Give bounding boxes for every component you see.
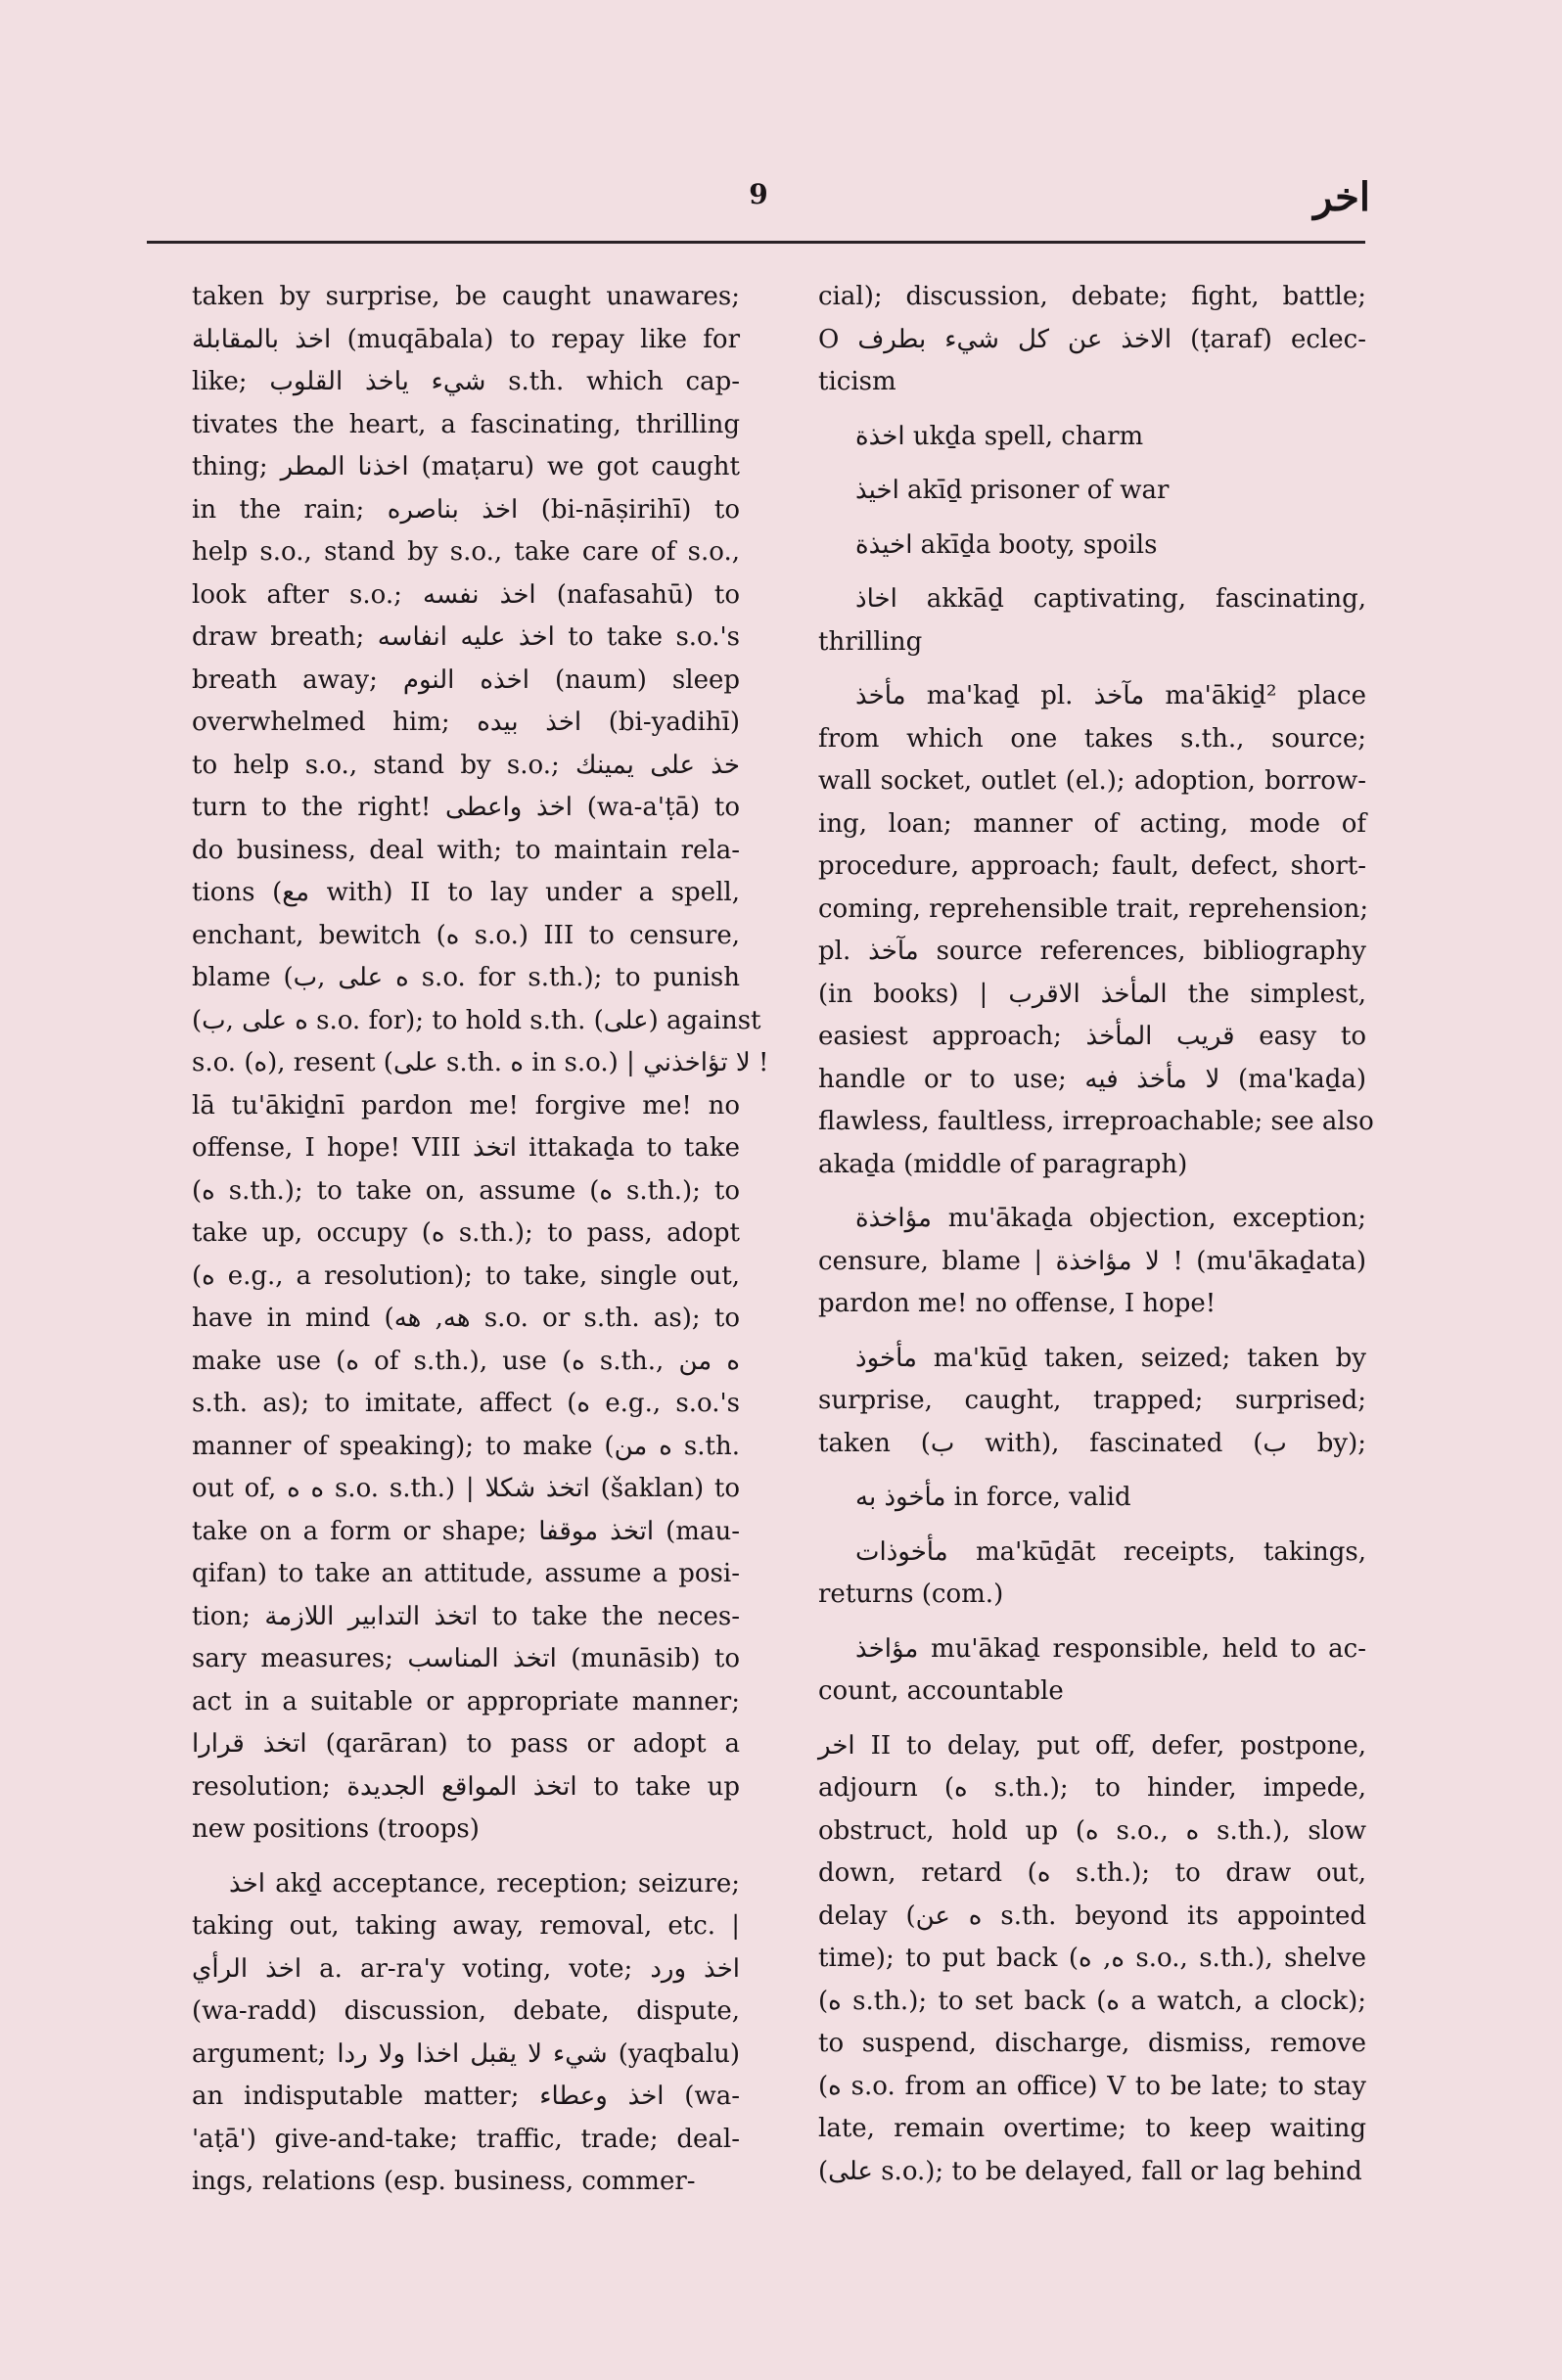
text-line: coming, reprehensible trait, reprehension; (818, 893, 1369, 924)
text-line: have in mind (هه, هه s.o. or s.th. as); to (192, 1304, 740, 1333)
text-line: (ه s.th.); to take on, assume (ه s.th.); to (192, 1175, 740, 1206)
text-line: اخذة ukḏa spell, charm (855, 421, 1144, 451)
entry-gap (818, 664, 1366, 675)
entry-gap (818, 567, 1366, 578)
text-line: manner of speaking); to make (ه من s.th. (192, 1431, 740, 1461)
text-line: flawless, faultless, irreproachable; see also (818, 1107, 1374, 1136)
entry-gap (818, 1465, 1366, 1477)
text-line: act in a suitable or appropriate manner; (192, 1686, 740, 1716)
text-line: taken (ب with), fascinated (ب by); (818, 1428, 1367, 1458)
entry-gap (818, 1186, 1366, 1198)
text-line: taken by surprise, be caught unawares; (192, 282, 740, 311)
text-line: tivates the heart, a fascinating, thrilling (192, 409, 740, 439)
text-line: adjourn (ه s.th.); to hinder, impede, (818, 1773, 1366, 1803)
text-line: returns (com.) (818, 1579, 1004, 1609)
entry-gap (818, 458, 1366, 470)
text-line: overwhelmed him; اخذ بيده (bi-yadihī) (192, 708, 740, 737)
text-line: to help s.o., stand by s.o.; خذ على يمينك (192, 750, 740, 780)
text-line: ings, relations (esp. business, commer- (192, 2167, 696, 2196)
text-line: wall socket, outlet (el.); adoption, borrow- (818, 766, 1366, 796)
text-line: censure, blame | لا مؤاخذة ! (mu'ākaḏata) (818, 1246, 1366, 1276)
text-line: thing; اخذنا المطر (maṭaru) we got caught (192, 452, 741, 481)
text-line: like; شيء ياخذ القلوب s.th. which cap- (192, 367, 741, 396)
left-column (192, 276, 769, 2204)
text-line: in the rain; اخذ بناصره (bi-nāṣirihī) to (192, 494, 740, 525)
text-line: surprise, caught, trapped; surprised; (818, 1386, 1366, 1415)
text-line: ticism (818, 367, 896, 396)
text-line: s.o. (ه), resent (على s.th. ه in s.o.) | لا تؤاخذني ! (192, 1048, 769, 1077)
text-line: sary measures; اتخذ المناسب (munāsib) to (192, 1644, 740, 1673)
text-line: (ه على ,ب s.o. for); to hold s.th. (على) against (192, 1005, 761, 1035)
text-line: pardon me! no offense, I hope! (818, 1289, 1217, 1318)
text-line: obstruct, hold up (ه s.o., ه s.th.), slow (818, 1815, 1366, 1846)
entry-gap (818, 1617, 1366, 1628)
entry-gap (818, 1326, 1366, 1338)
text-line: late, remain overtime; to keep waiting (818, 2114, 1366, 2143)
text-line: اخاذ akkāḏ captivating, fascinating, (855, 584, 1366, 614)
text-line: take on a form or shape; اتخذ موقفا (mau- (192, 1516, 740, 1546)
text-line: (wa-radd) discussion, debate, dispute, (192, 1996, 740, 2026)
text-line: make use (ه of s.th.), use (ه s.th., ه من (192, 1346, 740, 1376)
text-line: taking out, taking away, removal, etc. | (192, 1911, 740, 1941)
text-line: thrilling (818, 626, 923, 657)
text-line: s.th. as); to imitate, affect (ه e.g., s.o.'s (192, 1389, 740, 1418)
text-line: akaḏa (middle of paragraph) (818, 1149, 1188, 1179)
text-line: tions (مع with) II to lay under a spell, (192, 878, 740, 907)
text-line: O الاخذ عن كل شيء بطرف (ṭaraf) eclec- (818, 324, 1366, 354)
text-line: do business, deal with; to maintain rela- (192, 835, 740, 865)
entry-gap (192, 1852, 740, 1863)
entry-gap (818, 513, 1366, 525)
text-line: look after s.o.; اخذ نفسه (nafasahū) to (192, 579, 740, 610)
text-line: اخذ akḏ acceptance, reception; seizure; (229, 1868, 740, 1899)
text-line: procedure, approach; fault, defect, short- (818, 851, 1366, 881)
text-line: pl. مآخذ source references, bibliography (818, 937, 1366, 966)
text-line: (ه e.g., a resolution); to take, single out, (192, 1260, 740, 1291)
text-line: help s.o., stand by s.o., take care of s.o., (192, 537, 740, 567)
entry-gap (818, 1520, 1366, 1532)
text-line: new positions (troops) (192, 1814, 480, 1844)
text-line: (in books) | المأخذ الاقرب the simplest, (818, 979, 1367, 1009)
text-line: draw breath; اخذ عليه انفاسه to take s.o.'s (192, 622, 740, 652)
text-line: اخذ الرأي a. ar-ra'y voting, vote; اخذ ورد (192, 1953, 741, 1984)
text-line: blame (ه على ,ب s.o. for s.th.); to punish (192, 963, 740, 992)
text-line: مؤاخذ mu'ākaḏ responsible, held to ac- (855, 1633, 1366, 1664)
text-line: delay (ه عن s.th. beyond its appointed (818, 1900, 1366, 1931)
text-line: take up, occupy (ه s.th.); to pass, adopt (192, 1218, 740, 1248)
text-line: easiest approach; قريب المأخذ easy to (818, 1022, 1366, 1051)
text-line: مأخذ ma'kaḏ pl. مآخذ ma'ākiḏ² place (855, 681, 1366, 710)
entry-gap (818, 1714, 1366, 1725)
text-line: اتخذ قرارا (qarāran) to pass or adopt a (192, 1729, 740, 1759)
text-line: اخذ بالمقابلة (muqābala) to repay like for (192, 324, 740, 354)
text-line: اخيذة akīḏa booty, spoils (855, 529, 1158, 560)
header-rule (147, 241, 1365, 244)
text-line: ing, loan; manner of acting, mode of (818, 808, 1366, 839)
text-line: an indisputable matter; اخذ وعطاء (wa- (192, 2082, 740, 2111)
running-head: اخر (1313, 174, 1370, 220)
text-line: lā tu'ākiḏnī pardon me! forgive me! no (192, 1090, 740, 1121)
text-line: cial); discussion, debate; fight, battle; (818, 282, 1366, 311)
text-line: out of, ه ه s.o. s.th.) | اتخذ شكلا (šaklan) to (192, 1474, 741, 1503)
text-line: 'aṭā') give-and-take; traffic, trade; deal- (192, 2124, 740, 2154)
text-line: مأخوذ به in force, valid (855, 1483, 1131, 1512)
page-number: 9 (749, 178, 768, 210)
text-line: argument; شيء لا يقبل اخذا ولا ردا (yaqbalu) (192, 2038, 741, 2069)
text-line: handle or to use; لا مأخذ فيه (ma'kaḏa) (818, 1064, 1366, 1094)
text-line: (ه s.th.); to set back (ه a watch, a clock); (818, 1986, 1366, 2016)
text-line: to suspend, discharge, dismiss, remove (818, 2029, 1366, 2058)
text-line: count, accountable (818, 1676, 1064, 1706)
text-line: turn to the right! اخذ واعطى (wa-a'ṭā) to (192, 793, 741, 822)
text-line: time); to put back (ه, ه s.o., s.th.), shelve (818, 1944, 1366, 1973)
text-line: breath away; اخذه النوم (naum) sleep (192, 664, 740, 695)
entry-gap (818, 404, 1366, 416)
text-line: مأخوذات ma'kūḏāt receipts, takings, (855, 1536, 1366, 1567)
text-line: (ه s.o. from an office) V to be late; to stay (818, 2071, 1366, 2101)
right-column (818, 276, 1374, 2193)
text-line: اخيذ akīḏ prisoner of war (855, 476, 1170, 505)
text-line: enchant, bewitch (ه s.o.) III to censure, (192, 920, 740, 950)
text-line: (على s.o.); to be delayed, fall or lag behind (818, 2156, 1362, 2186)
text-line: اخر II to delay, put off, defer, postpone, (818, 1730, 1366, 1761)
text-line: qifan) to take an attitude, assume a posi- (192, 1559, 740, 1588)
text-line: down, retard (ه s.th.); to draw out, (818, 1858, 1366, 1888)
text-line: tion; اتخذ التدابير اللازمة to take the neces- (192, 1601, 740, 1631)
text-line: offense, I hope! VIII اتخذ ittakaḏa to take (192, 1133, 741, 1163)
text-line: resolution; اتخذ المواقع الجديدة to take up (192, 1771, 741, 1802)
text-line: from which one takes s.th., source; (818, 723, 1366, 754)
text-line: مأخوذ ma'kūḏ taken, seized; taken by (855, 1343, 1366, 1373)
text-line: مؤاخذة mu'ākaḏa objection, exception; (855, 1204, 1366, 1233)
